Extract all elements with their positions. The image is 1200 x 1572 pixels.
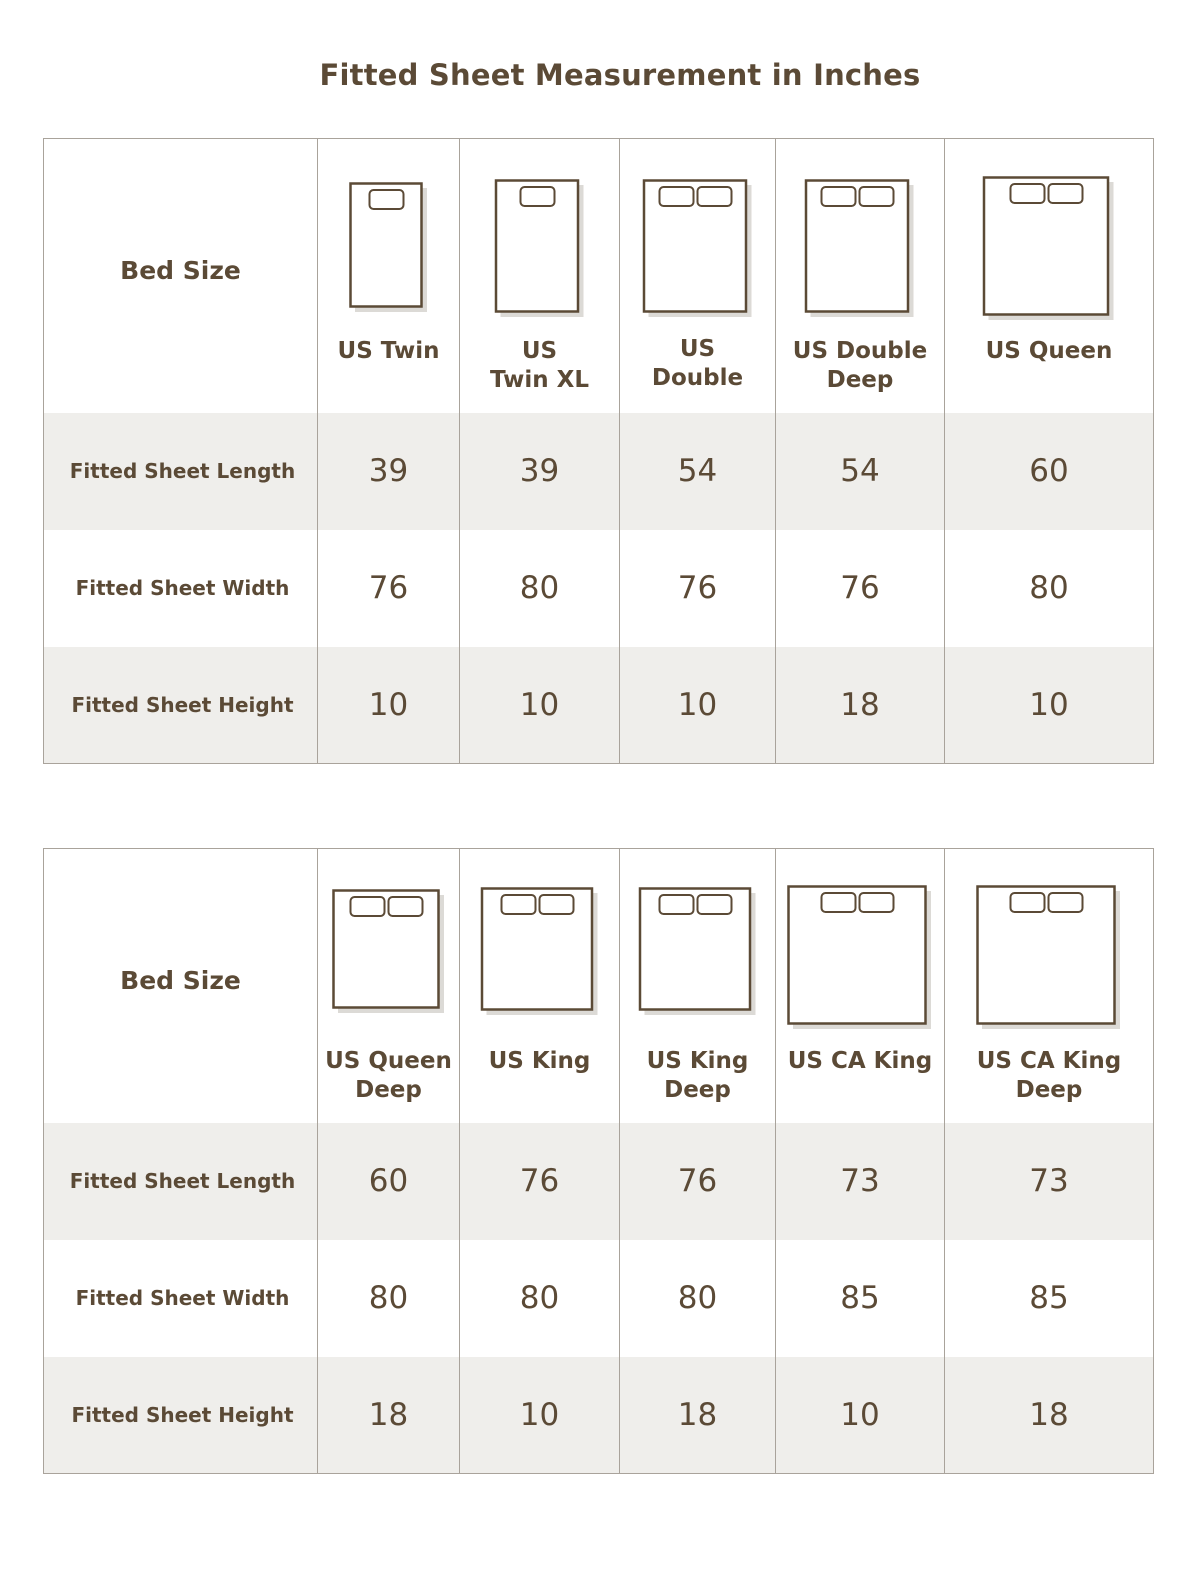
size-name: US Queen Deep <box>325 1048 452 1103</box>
size-header-us-queen <box>945 139 1154 413</box>
header-row <box>44 849 1154 1123</box>
value-cell: 10 <box>460 647 620 764</box>
value-cell: 10 <box>776 1357 945 1474</box>
pillow-icon <box>388 897 422 916</box>
value-cell: 18 <box>776 647 945 764</box>
bed-icon <box>776 849 944 1039</box>
value-cell: 18 <box>620 1357 776 1474</box>
value-cell: 10 <box>318 647 460 764</box>
row-fitted-sheet-height <box>44 1357 1154 1474</box>
bed-outline-icon <box>494 179 585 319</box>
bed-outline-icon <box>976 885 1122 1031</box>
value-cell: 39 <box>318 413 460 530</box>
pillow-icon <box>697 187 731 206</box>
row-label: Fitted Sheet Length <box>44 413 318 530</box>
value-cell: 80 <box>945 530 1154 647</box>
pillow-icon <box>520 187 554 206</box>
bed-outline-icon <box>983 176 1116 322</box>
size-name: US Twin <box>337 338 440 364</box>
bed-icon <box>945 849 1153 1039</box>
bed-size-label: Bed Size <box>44 139 318 413</box>
value-cell: 85 <box>776 1240 945 1357</box>
value-cell: 10 <box>460 1357 620 1474</box>
size-header-us-king-deep <box>620 849 776 1123</box>
bed-outline-icon <box>638 887 757 1017</box>
pillow-icon <box>1049 893 1083 912</box>
row-label: Fitted Sheet Width <box>44 530 318 647</box>
pillow-icon <box>860 187 894 206</box>
value-cell: 18 <box>945 1357 1154 1474</box>
pillow-icon <box>659 895 693 914</box>
bed-icon <box>460 139 619 329</box>
size-header-us-ca-king-deep <box>945 849 1154 1123</box>
row-label: Fitted Sheet Height <box>44 1357 318 1474</box>
size-header-us-twin <box>318 139 460 413</box>
bed-icon <box>945 139 1153 329</box>
row-label: Fitted Sheet Height <box>44 647 318 764</box>
value-cell: 10 <box>620 647 776 764</box>
size-header-us-twin-xl <box>460 139 620 413</box>
row-label: Fitted Sheet Width <box>44 1240 318 1357</box>
value-cell: 39 <box>460 413 620 530</box>
value-cell: 76 <box>776 530 945 647</box>
pillow-icon <box>659 187 693 206</box>
value-cell: 76 <box>318 530 460 647</box>
pillow-icon <box>697 895 731 914</box>
measurement-table-2 <box>43 848 1154 1474</box>
row-fitted-sheet-length <box>44 413 1154 530</box>
row-fitted-sheet-width <box>44 530 1154 647</box>
value-cell: 54 <box>620 413 776 530</box>
row-label: Fitted Sheet Length <box>44 1123 318 1240</box>
size-header-us-double-deep <box>776 139 945 413</box>
value-cell: 80 <box>460 1240 620 1357</box>
bed-outline-icon <box>480 887 599 1017</box>
value-cell: 80 <box>620 1240 776 1357</box>
value-cell: 76 <box>620 1123 776 1240</box>
bed-outline-icon <box>349 182 429 314</box>
value-cell: 76 <box>620 530 776 647</box>
bed-outline-icon <box>642 179 753 319</box>
value-cell: 60 <box>945 413 1154 530</box>
bed-outline-icon <box>787 885 933 1031</box>
pillow-icon <box>1011 893 1045 912</box>
size-name: US CA King Deep <box>976 1048 1122 1103</box>
bed-outline-icon <box>805 179 916 319</box>
size-name: US CA King <box>787 1048 933 1074</box>
bed-icon <box>318 139 459 329</box>
size-header-us-queen-deep <box>318 849 460 1123</box>
pillow-icon <box>369 190 403 209</box>
bed-outline-icon <box>332 889 446 1015</box>
bed-icon <box>776 139 944 329</box>
bed-frame <box>789 887 926 1024</box>
measurement-table-1 <box>43 138 1154 764</box>
size-name: US Double <box>651 336 744 391</box>
bed-icon <box>318 849 459 1039</box>
size-name: US King <box>488 1048 591 1074</box>
pillow-icon <box>501 895 535 914</box>
pillow-icon <box>539 895 573 914</box>
value-cell: 85 <box>945 1240 1154 1357</box>
bed-frame <box>984 178 1108 315</box>
size-name: US King Deep <box>646 1048 749 1103</box>
value-cell: 54 <box>776 413 945 530</box>
bed-frame <box>482 889 592 1010</box>
pillow-icon <box>860 893 894 912</box>
row-fitted-sheet-height <box>44 647 1154 764</box>
page-title: Fitted Sheet Measurement in Inches <box>319 58 921 92</box>
row-fitted-sheet-width <box>44 1240 1154 1357</box>
bed-icon <box>620 849 775 1039</box>
value-cell: 73 <box>776 1123 945 1240</box>
row-fitted-sheet-length <box>44 1123 1154 1240</box>
header-row <box>44 139 1154 413</box>
value-cell: 18 <box>318 1357 460 1474</box>
value-cell: 80 <box>318 1240 460 1357</box>
size-name: US Twin XL <box>489 338 590 393</box>
value-cell: 10 <box>945 647 1154 764</box>
pillow-icon <box>822 187 856 206</box>
bed-icon <box>460 849 619 1039</box>
size-header-us-ca-king <box>776 849 945 1123</box>
value-cell: 73 <box>945 1123 1154 1240</box>
bed-size-label: Bed Size <box>44 849 318 1123</box>
pillow-icon <box>822 893 856 912</box>
bed-frame <box>640 889 750 1010</box>
size-name: US Double Deep <box>792 338 928 393</box>
value-cell: 80 <box>460 530 620 647</box>
value-cell: 76 <box>460 1123 620 1240</box>
size-name: US Queen <box>985 338 1113 364</box>
bed-icon <box>620 139 775 329</box>
size-header-us-double <box>620 139 776 413</box>
pillow-icon <box>1011 184 1045 203</box>
size-header-us-king <box>460 849 620 1123</box>
pillow-icon <box>350 897 384 916</box>
value-cell: 60 <box>318 1123 460 1240</box>
pillow-icon <box>1049 184 1083 203</box>
bed-frame <box>978 887 1115 1024</box>
